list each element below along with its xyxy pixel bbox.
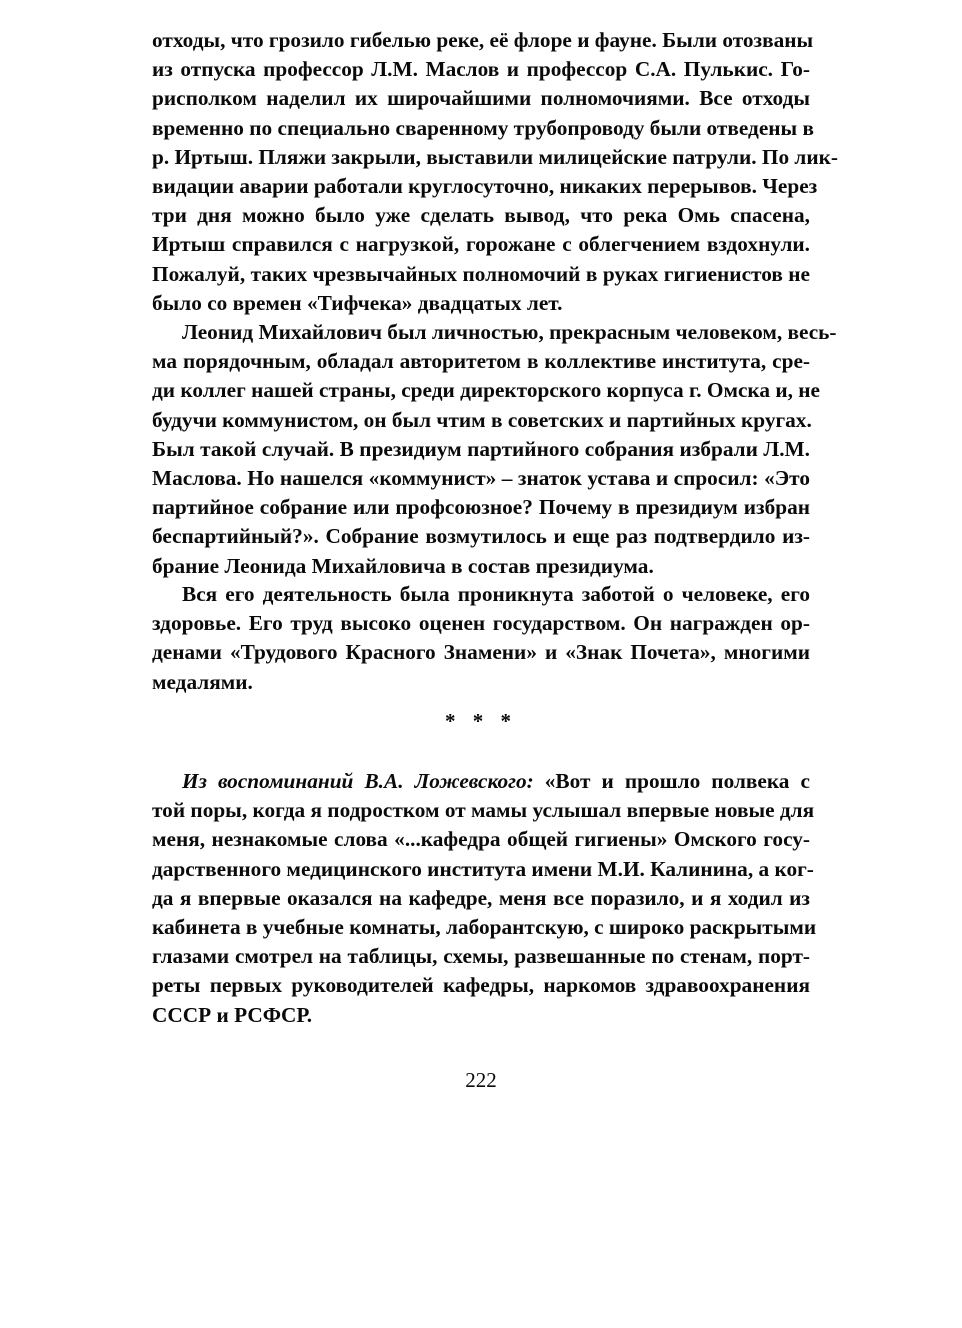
text-line: дарственного медицинского института имени М.И. Калинина, а ког- [152,856,814,881]
text-line: кабинета в учебные комнаты, лаборантскую, с широко раскрытыми [152,914,817,939]
text-line: рисполком наделил их широчайшими полномочиями. Все отходы [152,86,810,111]
text-line: три дня можно было уже сделать вывод, что река Омь спасена, [152,203,810,228]
text-line: медалями. [152,669,253,694]
text-line: той поры, когда я подростком от мамы услышал впервые новые для [152,798,815,823]
text-line: ма порядочным, обладал авторитетом в коллективе института, сре- [152,349,810,374]
text-line: временно по специально сваренному трубопроводу были отведены в [152,115,814,140]
text-line: р. Иртыш. Пляжи закрыли, выставили милицейские патрули. По лик- [152,144,839,169]
paragraph-1 [152,26,839,318]
text-line: ди коллег нашей страны, среди директорского корпуса г. Омска и, не [152,378,820,403]
paragraph-3 [152,580,810,697]
memoir-paragraph [152,767,817,1030]
text-line: Пожалуй, таких чрезвычайных полномочий в руках гигиенистов не [152,261,810,286]
text-line: реты первых руководителей кафедры, наркомов здравоохранения [152,973,810,998]
text-line: Вся его деятельность была проникнута заботой о человеке, его [182,582,810,606]
text-line: было со времен «Тифчека» двадцатых лет. [152,290,563,315]
text-line: отходы, что грозило гибелью реке, её флоре и фауне. Были отозваны [152,28,814,52]
text-line: видации аварии работали круглосуточно, никаких перерывов. Через [152,173,818,198]
text-line: Маслова. Но нашелся «коммунист» – знаток устава и спросил: «Это [152,465,810,490]
text-line: беспартийный?». Собрание возмутилось и еще раз подтвердило из- [152,524,810,549]
text-line: партийное собрание или профсоюзное? Почему в президиум избран [152,495,810,520]
text-line: денами «Трудового Красного Знамени» и «Знак Почета», многими [152,640,810,665]
text-line: Был такой случай. В президиум партийного собрания избрали Л.М. [152,436,810,461]
text-line: меня, незнакомые слова «...кафедра общей гигиены» Омского госу- [152,827,810,852]
section-separator: * * * [445,709,517,733]
text-line: здоровье. Его труд высоко оценен государством. Он награжден ор- [152,611,810,636]
text-line: Леонид Михайлович был личностью, прекрасным человеком, весь- [182,320,837,344]
text-line: СССР и РСФСР. [152,1002,313,1027]
memoir-source-label: Из воспоминаний В.А. Ложевского: [182,769,534,793]
text-line: да я впервые оказался на кафедре, меня все поразило, и я ходил из [152,885,810,910]
memoir-first-line: «Вот и прошло полвека с [533,769,810,793]
text-line: глазами смотрел на таблицы, схемы, развешанные по стенам, порт- [152,944,810,969]
page-number: 222 [465,1068,497,1092]
text-line [152,767,810,796]
text-line: из отпуска профессор Л.М. Маслов и профессор С.А. Пулькис. Го- [152,57,810,82]
text-line: брание Леонида Михайловича в состав президиума. [152,553,654,578]
paragraph-2 [152,318,837,581]
text-line: Иртыш справился с нагрузкой, горожане с облегчением вздохнули. [152,232,810,257]
text-line: будучи коммунистом, он был чтим в советских и партийных кругах. [152,407,812,432]
